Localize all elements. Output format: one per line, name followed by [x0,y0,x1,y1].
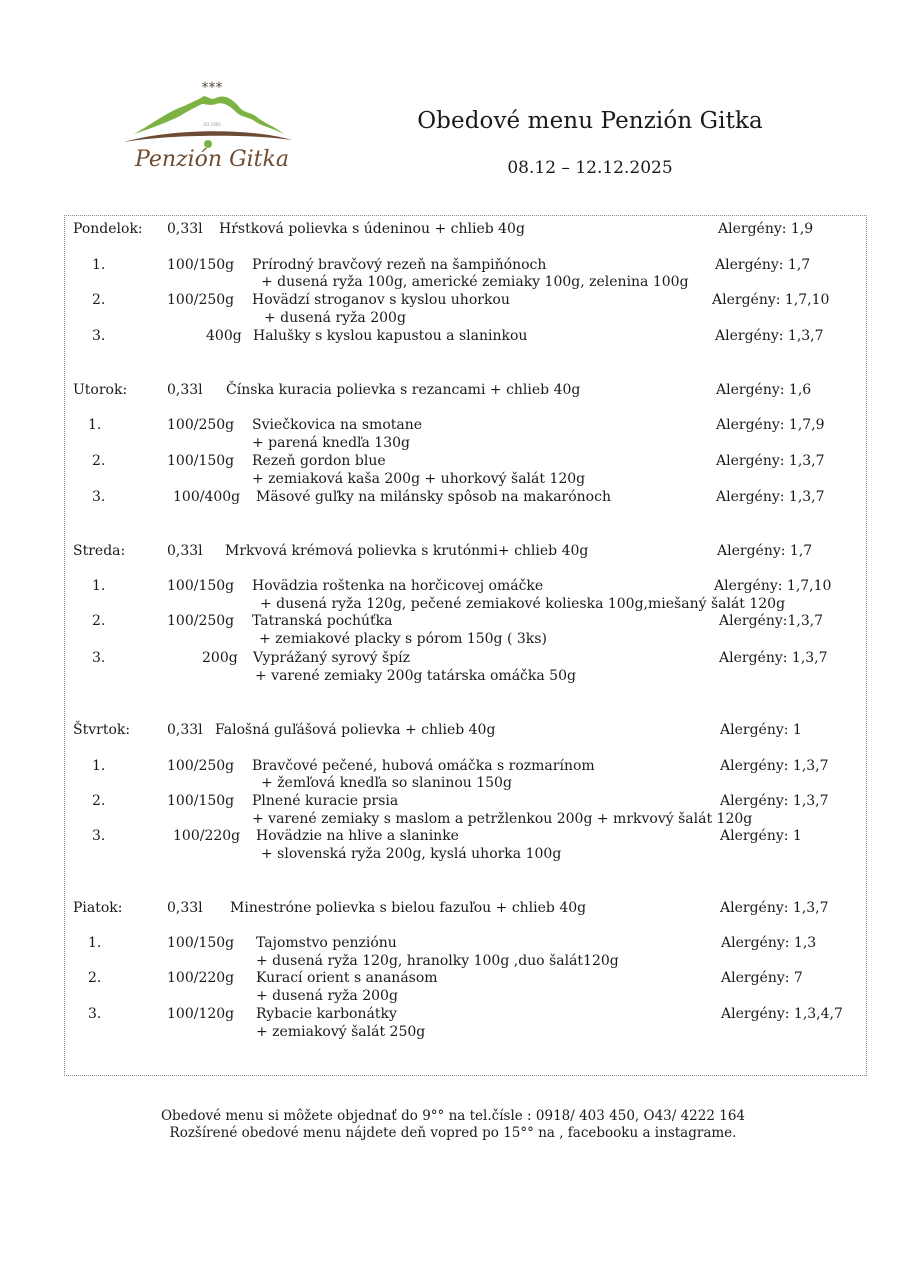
meal-weight: 100/150g [167,935,235,951]
meal-name: Hovädzia roštenka na horčicovej omáčke [252,578,544,594]
footer-social-info: Rozšírené obedové menu nájdete deň vopred po 15°° na , facebooku a instagrame. [169,1125,737,1141]
date-range: 08.12 – 12.12.2025 [507,158,673,178]
day-label: Utorok: [73,382,128,398]
meal-number: 1. [88,935,102,951]
soup-amount: 0,33l [167,722,203,738]
meal-allergens: Alergény: 1,7 [715,257,811,273]
meal-number: 2. [92,613,106,629]
day-label: Pondelok: [73,221,143,237]
meal-name: Tajomstvo penziónu [256,935,397,951]
meal-side: + dusená ryža 120g, hranolky 100g ,duo šalát120g [256,953,619,969]
meal-weight: 100/250g [167,758,235,774]
meal-side: + zemiakové placky s pórom 150g ( 3ks) [259,631,547,647]
meal-side: + dusená ryža 200g [256,988,398,1004]
meal-name: Plnené kuracie prsia [252,793,399,809]
footer-order-info: Obedové menu si môžete objednať do 9°° na tel.čísle : 0918/ 403 450, O43/ 4222 164 [160,1108,745,1124]
svg-text:Penzión Gitka: Penzión Gitka [135,147,289,172]
meal-side: + zemiaková kaša 200g + uhorkový šalát 120g [252,471,586,487]
meal-side: + dusená ryža 120g, pečené zemiakové kolieska 100g,miešaný šalát 120g [260,596,786,612]
meal-allergens: Alergény: 1,7,10 [714,578,832,594]
meal-side: + zemiakový šalát 250g [256,1024,426,1040]
meal-number: 2. [92,292,106,308]
meal-allergens: Alergény:1,3,7 [719,613,824,629]
soup-name: Hŕstková polievka s údeninou + chlieb 40g [219,221,525,237]
meal-number: 3. [92,828,106,844]
meal-name: Sviečkovica na smotane [252,417,423,433]
soup-amount: 0,33l [167,900,203,916]
soup-name: Falošná guľášová polievka + chlieb 40g [215,722,496,738]
meal-weight: 100/250g [167,613,235,629]
meal-number: 1. [92,578,106,594]
meal-allergens: Alergény: 1,3,7 [720,793,829,809]
meal-weight: 100/220g [167,970,235,986]
meal-weight: 100/150g [167,793,235,809]
meal-name: Tatranská pochúťka [252,613,393,629]
meal-name: Rybacie karbonátky [256,1006,397,1022]
soup-amount: 0,33l [167,382,203,398]
meal-weight: 100/120g [167,1006,235,1022]
soup-allergens: Alergény: 1,9 [718,221,814,237]
meal-allergens: Alergény: 1 [720,828,802,844]
meal-name: Bravčové pečené, hubová omáčka s rozmarínom [252,758,595,774]
soup-amount: 0,33l [167,543,203,559]
meal-weight: 100/220g [173,828,241,844]
meal-allergens: Alergény: 1,7,10 [712,292,830,308]
meal-number: 2. [88,970,102,986]
meal-side: + varené zemiaky 200g tatárska omáčka 50g [255,668,576,684]
meal-weight: 400g [206,328,242,344]
meal-allergens: Alergény: 1,3,7 [720,758,829,774]
meal-weight: 100/250g [167,417,235,433]
soup-allergens: Alergény: 1,6 [716,382,812,398]
meal-weight: 100/150g [167,578,235,594]
footer-note [60,1108,846,1142]
meal-number: 1. [92,758,106,774]
day-label: Štvrtok: [73,722,131,738]
meal-allergens: Alergény: 1,3,7 [715,328,824,344]
meal-weight: 200g [202,650,238,666]
meal-number: 3. [88,1006,102,1022]
meal-name: Hovädzie na hlive a slaninke [256,828,459,844]
meal-number: 2. [92,453,106,469]
meal-name: Prírodný bravčový rezeň na šampiňónoch [252,257,547,273]
soup-allergens: Alergény: 1,3,7 [720,900,829,916]
soup-amount: 0,33l [167,221,203,237]
page-title: Obedové menu Penzión Gitka [417,108,763,134]
soup-allergens: Alergény: 1,7 [717,543,813,559]
meal-allergens: Alergény: 7 [721,970,803,986]
meal-weight: 100/250g [167,292,235,308]
meal-allergens: Alergény: 1,3,4,7 [721,1006,843,1022]
meal-allergens: Alergény: 1,3,7 [719,650,828,666]
day-label: Piatok: [73,900,123,916]
meal-name: Halušky s kyslou kapustou a slaninkou [253,328,528,344]
meal-side: + dusená ryža 200g [264,310,406,326]
mountain-logo-icon [112,76,312,176]
day-label: Streda: [73,543,126,559]
svg-text:***: *** [201,80,223,96]
svg-text:OD 1993: OD 1993 [203,122,221,127]
meal-number: 3. [92,650,106,666]
meal-side: + parená knedľa 130g [252,435,410,451]
soup-allergens: Alergény: 1 [720,722,802,738]
meal-number: 2. [92,793,106,809]
meal-weight: 100/150g [167,453,235,469]
meal-name: Rezeň gordon blue [252,453,386,469]
meal-side: + varené zemiaky s maslom a petržlenkou 200g + mrkvový šalát 120g [252,811,753,827]
soup-name: Minestróne polievka s bielou fazuľou + chlieb 40g [230,900,587,916]
meal-side: + žemľová knedľa so slaninou 150g [261,775,512,791]
meal-number: 3. [92,328,106,344]
meal-number: 3. [92,489,106,505]
meal-name: Kurací orient s ananásom [256,970,438,986]
meal-number: 1. [88,417,102,433]
meal-side: + dusená ryža 100g, americké zemiaky 100g, zelenina 100g [261,274,689,290]
meal-weight: 100/150g [167,257,235,273]
meal-number: 1. [92,257,106,273]
meal-weight: 100/400g [173,489,241,505]
meal-name: Mäsové guľky na milánsky spôsob na makarónoch [256,489,611,505]
soup-name: Mrkvová krémová polievka s krutónmi+ chlieb 40g [225,543,589,559]
meal-allergens: Alergény: 1,3,7 [716,489,825,505]
soup-name: Čínska kuracia polievka s rezancami + chlieb 40g [226,382,581,398]
meal-name: Hovädzí stroganov s kyslou uhorkou [252,292,510,308]
meal-side: + slovenská ryža 200g, kyslá uhorka 100g [261,846,562,862]
meal-allergens: Alergény: 1,7,9 [716,417,825,433]
meal-allergens: Alergény: 1,3,7 [716,453,825,469]
penzion-gitka-logo [112,76,312,176]
meal-allergens: Alergény: 1,3 [721,935,817,951]
meal-name: Vyprážaný syrový špíz [253,650,411,666]
